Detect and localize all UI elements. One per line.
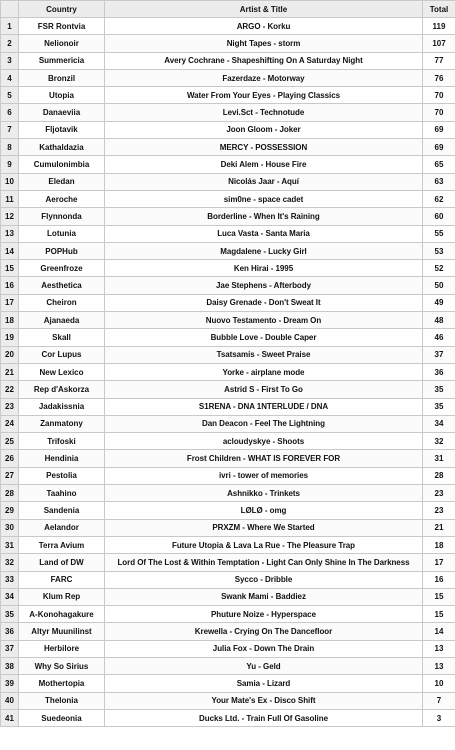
row-rank: 22 <box>1 381 19 398</box>
row-artist-title: Deki Alem - House Fire <box>105 156 423 173</box>
row-country: Skall <box>19 329 105 346</box>
row-artist-title: ivri - tower of memories <box>105 467 423 484</box>
row-total: 7 <box>423 692 455 709</box>
row-rank: 36 <box>1 623 19 640</box>
row-artist-title: ARGO - Korku <box>105 18 423 35</box>
row-rank: 38 <box>1 657 19 674</box>
table-row <box>1 433 455 450</box>
row-artist-title: MERCY - POSSESSION <box>105 139 423 156</box>
row-rank: 18 <box>1 312 19 329</box>
table-row <box>1 519 455 536</box>
row-total: 15 <box>423 588 455 605</box>
row-total: 16 <box>423 571 455 588</box>
row-rank: 1 <box>1 18 19 35</box>
table-row <box>1 69 455 86</box>
row-country: Kathaldazia <box>19 139 105 156</box>
row-total: 46 <box>423 329 455 346</box>
row-artist-title: PRXZM - Where We Started <box>105 519 423 536</box>
row-rank: 23 <box>1 398 19 415</box>
row-rank: 8 <box>1 139 19 156</box>
row-artist-title: S1RENA - DNA 1NTERLUDE / DNA <box>105 398 423 415</box>
row-rank: 10 <box>1 173 19 190</box>
table-row <box>1 657 455 674</box>
row-total: 76 <box>423 69 455 86</box>
row-total: 70 <box>423 104 455 121</box>
table-row <box>1 675 455 692</box>
header-artist-title: Artist & Title <box>105 1 423 18</box>
row-rank: 37 <box>1 640 19 657</box>
row-country: Danaeviia <box>19 104 105 121</box>
row-artist-title: Joon Gloom - Joker <box>105 121 423 138</box>
header-row <box>1 1 455 18</box>
row-artist-title: Night Tapes - storm <box>105 35 423 52</box>
row-artist-title: Yorke - airplane mode <box>105 363 423 380</box>
table-row <box>1 87 455 104</box>
row-country: Cumulonimbia <box>19 156 105 173</box>
row-total: 119 <box>423 18 455 35</box>
table-row <box>1 467 455 484</box>
row-total: 32 <box>423 433 455 450</box>
row-rank: 2 <box>1 35 19 52</box>
table-row <box>1 692 455 709</box>
row-total: 65 <box>423 156 455 173</box>
row-artist-title: Water From Your Eyes - Playing Classics <box>105 87 423 104</box>
row-total: 35 <box>423 398 455 415</box>
table-row <box>1 225 455 242</box>
row-total: 13 <box>423 657 455 674</box>
row-country: Land of DW <box>19 554 105 571</box>
table-row <box>1 502 455 519</box>
row-total: 36 <box>423 363 455 380</box>
row-rank: 41 <box>1 709 19 726</box>
row-artist-title: Lord Of The Lost & Within Temptation - Light Can Only Shine In The Darkness <box>105 554 423 571</box>
row-total: 77 <box>423 52 455 69</box>
table-row <box>1 121 455 138</box>
table-row <box>1 450 455 467</box>
row-artist-title: Sycco - Dribble <box>105 571 423 588</box>
row-total: 3 <box>423 709 455 726</box>
row-total: 18 <box>423 536 455 553</box>
row-total: 49 <box>423 294 455 311</box>
row-artist-title: Dan Deacon - Feel The Lightning <box>105 415 423 432</box>
row-country: FSR Rontvia <box>19 18 105 35</box>
row-artist-title: Ducks Ltd. - Train Full Of Gasoline <box>105 709 423 726</box>
row-total: 50 <box>423 277 455 294</box>
row-artist-title: Fazerdaze - Motorway <box>105 69 423 86</box>
row-rank: 31 <box>1 536 19 553</box>
row-rank: 28 <box>1 485 19 502</box>
row-artist-title: Ashnikko - Trinkets <box>105 485 423 502</box>
table-row <box>1 35 455 52</box>
table-row <box>1 554 455 571</box>
row-rank: 34 <box>1 588 19 605</box>
row-total: 37 <box>423 346 455 363</box>
row-rank: 35 <box>1 606 19 623</box>
row-artist-title: Ken Hirai - 1995 <box>105 260 423 277</box>
row-total: 63 <box>423 173 455 190</box>
row-artist-title: Luca Vasta - Santa Maria <box>105 225 423 242</box>
row-rank: 14 <box>1 242 19 259</box>
row-rank: 3 <box>1 52 19 69</box>
row-country: Fljotavik <box>19 121 105 138</box>
row-total: 34 <box>423 415 455 432</box>
row-rank: 19 <box>1 329 19 346</box>
table-row <box>1 242 455 259</box>
row-country: A-Konohagakure <box>19 606 105 623</box>
row-artist-title: acloudyskye - Shoots <box>105 433 423 450</box>
row-total: 31 <box>423 450 455 467</box>
row-artist-title: Magdalene - Lucky Girl <box>105 242 423 259</box>
row-country: Greenfroze <box>19 260 105 277</box>
row-artist-title: Avery Cochrane - Shapeshifting On A Saturday Night <box>105 52 423 69</box>
row-artist-title: sim0ne - space cadet <box>105 190 423 207</box>
row-country: Ajanaeda <box>19 312 105 329</box>
row-country: Utopia <box>19 87 105 104</box>
row-country: Flynnonda <box>19 208 105 225</box>
row-artist-title: Borderline - When It's Raining <box>105 208 423 225</box>
row-rank: 24 <box>1 415 19 432</box>
row-total: 14 <box>423 623 455 640</box>
row-artist-title: Nuovo Testamento - Dream On <box>105 312 423 329</box>
table-row <box>1 156 455 173</box>
row-country: Mothertopia <box>19 675 105 692</box>
row-artist-title: Future Utopia & Lava La Rue - The Pleasure Trap <box>105 536 423 553</box>
row-country: Aesthetica <box>19 277 105 294</box>
row-artist-title: Daisy Grenade - Don't Sweat It <box>105 294 423 311</box>
row-artist-title: Tsatsamis - Sweet Praise <box>105 346 423 363</box>
row-rank: 20 <box>1 346 19 363</box>
row-country: Summericia <box>19 52 105 69</box>
row-artist-title: Bubble Love - Double Caper <box>105 329 423 346</box>
row-artist-title: Krewella - Crying On The Dancefloor <box>105 623 423 640</box>
row-total: 13 <box>423 640 455 657</box>
row-country: Rep d'Askorza <box>19 381 105 398</box>
row-artist-title: Samia - Lizard <box>105 675 423 692</box>
row-total: 21 <box>423 519 455 536</box>
row-rank: 11 <box>1 190 19 207</box>
row-rank: 6 <box>1 104 19 121</box>
table-row <box>1 623 455 640</box>
row-total: 70 <box>423 87 455 104</box>
row-rank: 33 <box>1 571 19 588</box>
table-row <box>1 588 455 605</box>
row-total: 10 <box>423 675 455 692</box>
row-country: Why So Sirius <box>19 657 105 674</box>
row-country: Eledan <box>19 173 105 190</box>
table-row <box>1 18 455 35</box>
row-total: 60 <box>423 208 455 225</box>
row-rank: 17 <box>1 294 19 311</box>
row-artist-title: Swank Mami - Baddiez <box>105 588 423 605</box>
header-total: Total <box>423 1 455 18</box>
row-country: Cor Lupus <box>19 346 105 363</box>
row-country: Jadakissnia <box>19 398 105 415</box>
row-rank: 32 <box>1 554 19 571</box>
row-rank: 15 <box>1 260 19 277</box>
row-country: Taahino <box>19 485 105 502</box>
row-country: Herbilore <box>19 640 105 657</box>
table-row <box>1 381 455 398</box>
row-total: 17 <box>423 554 455 571</box>
row-artist-title: Your Mate's Ex - Disco Shift <box>105 692 423 709</box>
row-country: Trifoski <box>19 433 105 450</box>
row-rank: 21 <box>1 363 19 380</box>
row-country: Zanmatony <box>19 415 105 432</box>
row-total: 69 <box>423 139 455 156</box>
row-country: Nelionoir <box>19 35 105 52</box>
row-country: Pestolia <box>19 467 105 484</box>
table-row <box>1 606 455 623</box>
table-row <box>1 363 455 380</box>
row-rank: 27 <box>1 467 19 484</box>
table-row <box>1 52 455 69</box>
row-country: Sandenia <box>19 502 105 519</box>
row-total: 52 <box>423 260 455 277</box>
row-total: 28 <box>423 467 455 484</box>
table-row <box>1 415 455 432</box>
table-row <box>1 398 455 415</box>
row-total: 23 <box>423 485 455 502</box>
row-rank: 26 <box>1 450 19 467</box>
row-total: 48 <box>423 312 455 329</box>
row-artist-title: Jae Stephens - Afterbody <box>105 277 423 294</box>
row-total: 15 <box>423 606 455 623</box>
row-country: New Lexico <box>19 363 105 380</box>
row-country: Suedeonia <box>19 709 105 726</box>
row-country: Altyr Muunilinst <box>19 623 105 640</box>
row-rank: 40 <box>1 692 19 709</box>
row-artist-title: Julia Fox - Down The Drain <box>105 640 423 657</box>
table-row <box>1 709 455 726</box>
row-artist-title: Frost Children - WHAT IS FOREVER FOR <box>105 450 423 467</box>
row-artist-title: Yu - Geld <box>105 657 423 674</box>
row-total: 35 <box>423 381 455 398</box>
table-row <box>1 536 455 553</box>
row-rank: 30 <box>1 519 19 536</box>
row-country: POPHub <box>19 242 105 259</box>
row-country: Thelonia <box>19 692 105 709</box>
table-row <box>1 260 455 277</box>
row-country: Lotunia <box>19 225 105 242</box>
table-row <box>1 312 455 329</box>
table-row <box>1 173 455 190</box>
row-country: Bronzil <box>19 69 105 86</box>
row-country: Terra Avium <box>19 536 105 553</box>
row-artist-title: Levi.Sct - Technotude <box>105 104 423 121</box>
table-row <box>1 190 455 207</box>
row-artist-title: LØLØ - omg <box>105 502 423 519</box>
table-row <box>1 571 455 588</box>
row-rank: 7 <box>1 121 19 138</box>
row-rank: 5 <box>1 87 19 104</box>
header-country: Country <box>19 1 105 18</box>
table-row <box>1 104 455 121</box>
row-country: Aeroche <box>19 190 105 207</box>
row-country: Klum Rep <box>19 588 105 605</box>
row-total: 23 <box>423 502 455 519</box>
header-number <box>1 1 19 18</box>
row-artist-title: Phuture Noize - Hyperspace <box>105 606 423 623</box>
row-country: Aelandor <box>19 519 105 536</box>
row-rank: 12 <box>1 208 19 225</box>
row-rank: 9 <box>1 156 19 173</box>
table-row <box>1 346 455 363</box>
table-row <box>1 208 455 225</box>
row-rank: 25 <box>1 433 19 450</box>
table-row <box>1 329 455 346</box>
row-total: 62 <box>423 190 455 207</box>
row-total: 55 <box>423 225 455 242</box>
row-rank: 39 <box>1 675 19 692</box>
table-row <box>1 139 455 156</box>
row-artist-title: Astrid S - First To Go <box>105 381 423 398</box>
row-rank: 16 <box>1 277 19 294</box>
row-country: Hendinia <box>19 450 105 467</box>
table-row <box>1 294 455 311</box>
row-rank: 13 <box>1 225 19 242</box>
row-rank: 4 <box>1 69 19 86</box>
row-total: 53 <box>423 242 455 259</box>
row-artist-title: Nicolás Jaar - Aquí <box>105 173 423 190</box>
table-row <box>1 485 455 502</box>
table-row <box>1 277 455 294</box>
table-row <box>1 640 455 657</box>
row-country: FARC <box>19 571 105 588</box>
row-rank: 29 <box>1 502 19 519</box>
row-total: 69 <box>423 121 455 138</box>
row-total: 107 <box>423 35 455 52</box>
row-country: Cheiron <box>19 294 105 311</box>
